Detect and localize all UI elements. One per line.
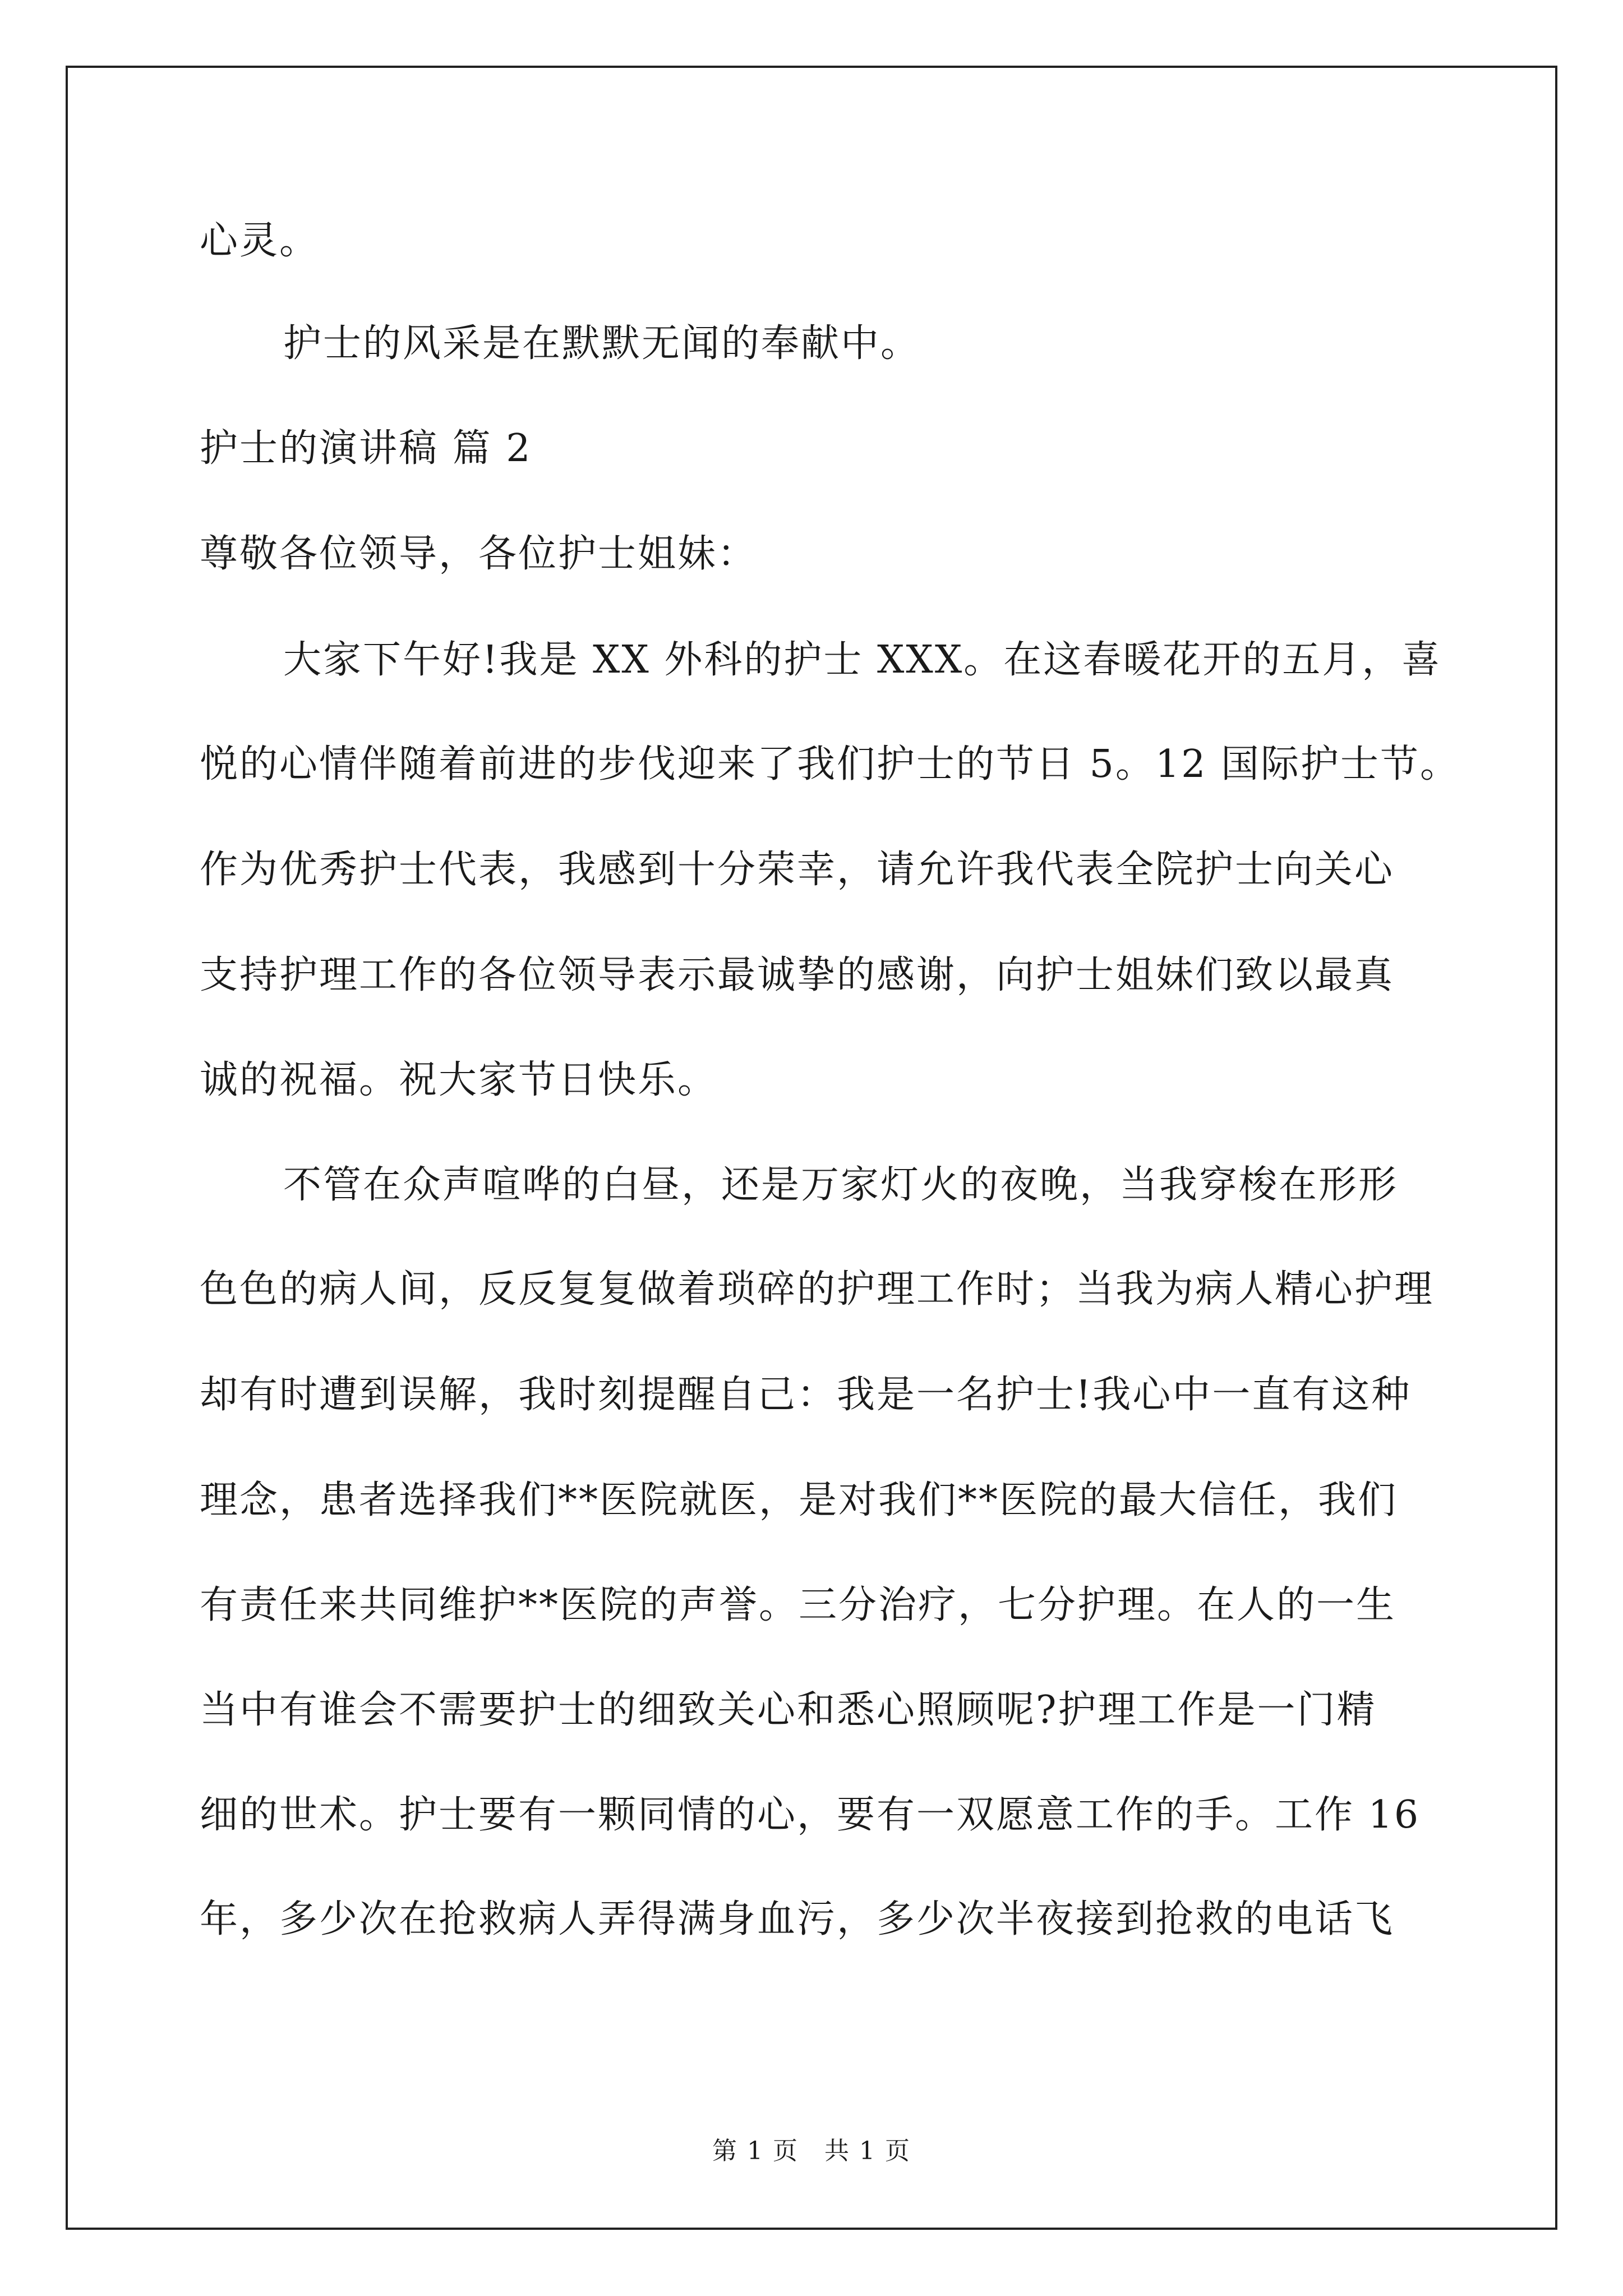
- text-line: 作为优秀护士代表，我感到十分荣幸，请允许我代表全院护士向关心: [200, 848, 1395, 892]
- section-heading: 护士的演讲稿 篇 2: [200, 426, 532, 471]
- text-line: 护士的风采是在默默无闻的奉献中。: [283, 321, 921, 366]
- text-line: 却有时遭到误解，我时刻提醒自己：我是一名护士!我心中一直有这种: [200, 1373, 1412, 1417]
- text-line: 理念，患者选择我们**医院就医，是对我们**医院的最大信任，我们: [200, 1478, 1398, 1522]
- text-line: 当中有谁会不需要护士的细致关心和悉心照顾呢?护理工作是一门精: [200, 1688, 1377, 1732]
- text-line: 大家下午好!我是 XX 外科的护士 XXX。在这春暖花开的五月，喜: [283, 638, 1442, 682]
- page-footer: 第 1 页 共 1 页: [712, 2137, 911, 2165]
- text-line: 诚的祝福。祝大家节日快乐。: [200, 1058, 718, 1102]
- text-line: 有责任来共同维护**医院的声誉。三分治疗，七分护理。在人的一生: [200, 1583, 1396, 1627]
- text-line: 细的世术。护士要有一颗同情的心，要有一双愿意工作的手。工作 16: [200, 1793, 1421, 1837]
- text-line: 支持护理工作的各位领导表示最诚挚的感谢，向护士姐妹们致以最真: [200, 953, 1395, 997]
- salutation: 尊敬各位领导，各位护士姐妹：: [200, 532, 758, 576]
- text-line: 年，多少次在抢救病人弄得满身血污，多少次半夜接到抢救的电话飞: [200, 1897, 1395, 1941]
- text-line: 心灵。: [200, 219, 320, 263]
- text-line: 色色的病人间，反反复复做着琐碎的护理工作时；当我为病人精心护理: [200, 1267, 1435, 1312]
- text-line: 不管在众声喧哗的白昼，还是万家灯火的夜晚，当我穿梭在形形: [283, 1163, 1399, 1207]
- text-line: 悦的心情伴随着前进的步伐迎来了我们护士的节日 5。12 国际护士节。: [200, 742, 1460, 786]
